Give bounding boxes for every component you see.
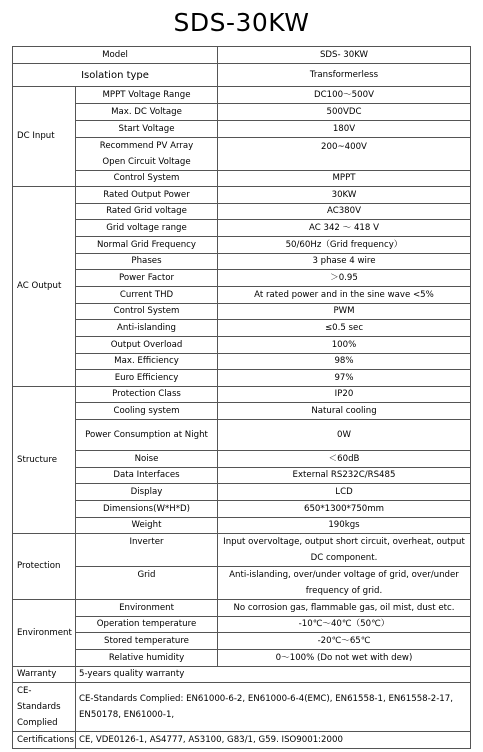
table-row xyxy=(13,370,471,387)
row-value: CE-Standards Complied: EN61000-6-2, EN61000-6-4(EMC), EN61558-1, EN61558-2-17, EN50178, EN61000-1, xyxy=(76,683,471,732)
row-value: 98% xyxy=(218,354,471,370)
table-row xyxy=(13,104,471,121)
row-label: Weight xyxy=(76,518,218,534)
table-row xyxy=(13,451,471,468)
table-row xyxy=(13,600,471,617)
row-label: Output Overload xyxy=(76,337,218,354)
table-row xyxy=(13,287,471,304)
row-value: 100% xyxy=(218,337,471,354)
table-row xyxy=(13,47,471,64)
row-label: Cooling system xyxy=(76,403,218,420)
row-value: 0W xyxy=(218,420,471,451)
table-row xyxy=(13,121,471,138)
row-value: ＞0.95 xyxy=(218,270,471,287)
table-row xyxy=(13,650,471,667)
table-row xyxy=(13,420,471,451)
row-value: Transformerless xyxy=(218,64,471,87)
row-label: Isolation type xyxy=(13,64,218,87)
group-label-dc-input: DC Input xyxy=(13,87,76,187)
group-label-protection: Protection xyxy=(13,534,76,600)
row-value: ≤0.5 sec xyxy=(218,320,471,337)
table-row xyxy=(13,270,471,287)
row-value: -10℃～40℃（50℃） xyxy=(218,617,471,633)
table-row xyxy=(13,337,471,354)
row-label: Power Consumption at Night xyxy=(76,420,218,451)
row-value: 5-years quality warranty xyxy=(76,667,471,683)
row-value: 50/60Hz（Grid frequency） xyxy=(218,237,471,254)
row-label: Relative humidity xyxy=(76,650,218,667)
row-label: Display xyxy=(76,484,218,501)
page-title: SDS-30KW xyxy=(173,8,310,37)
row-label xyxy=(76,138,218,171)
row-value: 3 phase 4 wire xyxy=(218,254,471,270)
table-row xyxy=(13,403,471,420)
row-label-warranty: Warranty xyxy=(13,667,76,683)
row-value: Input overvoltage, output short circuit, overheat, output DC component. xyxy=(218,534,471,567)
table-row xyxy=(13,567,471,600)
group-label-environment: Environment xyxy=(13,600,76,667)
row-value: No corrosion gas, flammable gas, oil mist, dust etc. xyxy=(218,600,471,617)
row-label: Power Factor xyxy=(76,270,218,287)
row-value: SDS- 30KW xyxy=(218,47,471,64)
row-value: At rated power and in the sine wave <5% xyxy=(218,287,471,304)
row-label: Current THD xyxy=(76,287,218,304)
table-row xyxy=(13,138,471,171)
row-value: 0～100% (Do not wet with dew) xyxy=(218,650,471,667)
table-row xyxy=(13,237,471,254)
table-row xyxy=(13,468,471,484)
row-label-certifications: Certifications xyxy=(13,732,76,749)
row-value: 500VDC xyxy=(218,104,471,121)
table-row xyxy=(13,534,471,567)
row-label: Euro Efficiency xyxy=(76,370,218,387)
row-value: 650*1300*750mm xyxy=(218,501,471,518)
row-value: 97% xyxy=(218,370,471,387)
row-label: Max. DC Voltage xyxy=(76,104,218,121)
table-row xyxy=(13,484,471,501)
row-value: -20℃～65℃ xyxy=(218,633,471,650)
row-value: 30KW xyxy=(218,187,471,204)
row-value: External RS232C/RS485 xyxy=(218,468,471,484)
row-label: Control System xyxy=(76,304,218,320)
row-value: LCD xyxy=(218,484,471,501)
row-value: DC100～500V xyxy=(218,87,471,104)
table-row xyxy=(13,518,471,534)
table-row xyxy=(13,501,471,518)
row-label-line: Open Circuit Voltage xyxy=(102,157,191,167)
table-row xyxy=(13,304,471,320)
row-label: Rated Output Power xyxy=(76,187,218,204)
table-row xyxy=(13,387,471,403)
table-row xyxy=(13,171,471,187)
row-label: Anti-islanding xyxy=(76,320,218,337)
row-label: Inverter xyxy=(76,534,218,567)
row-value: AC 342 ～ 418 V xyxy=(218,220,471,237)
row-label: Model xyxy=(13,47,218,64)
row-label: Start Voltage xyxy=(76,121,218,138)
row-value: 190kgs xyxy=(218,518,471,534)
row-value: PWM xyxy=(218,304,471,320)
row-value: CE, VDE0126-1, AS4777, AS3100, G83/1, G59. ISO9001:2000 xyxy=(76,732,471,749)
table-row xyxy=(13,633,471,650)
row-value: IP20 xyxy=(218,387,471,403)
row-label: Rated Grid voltage xyxy=(76,204,218,220)
table-row xyxy=(13,220,471,237)
row-value: Anti-islanding, over/under voltage of grid, over/under frequency of grid. xyxy=(218,567,471,600)
row-label: Operation temperature xyxy=(76,617,218,633)
table-row xyxy=(13,667,471,683)
row-label-line: Recommend PV Array xyxy=(99,141,194,151)
row-value: 200~400V xyxy=(218,138,471,171)
row-label: Grid xyxy=(76,567,218,600)
table-row xyxy=(13,254,471,270)
row-value: Natural cooling xyxy=(218,403,471,420)
row-label: Data Interfaces xyxy=(76,468,218,484)
row-label: Max. Efficiency xyxy=(76,354,218,370)
table-row xyxy=(13,354,471,370)
row-value: AC380V xyxy=(218,204,471,220)
row-label: Grid voltage range xyxy=(76,220,218,237)
group-label-structure: Structure xyxy=(13,387,76,534)
row-label-line: Complied xyxy=(17,718,58,728)
row-label: Noise xyxy=(76,451,218,468)
row-label: Dimensions(W*H*D) xyxy=(76,501,218,518)
row-label: Stored temperature xyxy=(76,633,218,650)
table-row xyxy=(13,683,471,732)
row-label: Protection Class xyxy=(76,387,218,403)
row-value: MPPT xyxy=(218,171,471,187)
row-label: Control System xyxy=(76,171,218,187)
table-row xyxy=(13,617,471,633)
spec-table xyxy=(12,46,471,749)
group-label-ac-output: AC Output xyxy=(13,187,76,387)
row-label-line: CE-Standards xyxy=(17,686,61,712)
table-row xyxy=(13,732,471,749)
row-label: Phases xyxy=(76,254,218,270)
table-row xyxy=(13,187,471,204)
table-row xyxy=(13,64,471,87)
table-row xyxy=(13,87,471,104)
table-row xyxy=(13,320,471,337)
row-label: Environment xyxy=(76,600,218,617)
row-label: MPPT Voltage Range xyxy=(76,87,218,104)
table-row xyxy=(13,204,471,220)
row-label-ce-standards xyxy=(13,683,76,732)
row-value: 180V xyxy=(218,121,471,138)
row-value: ＜60dB xyxy=(218,451,471,468)
row-label: Normal Grid Frequency xyxy=(76,237,218,254)
